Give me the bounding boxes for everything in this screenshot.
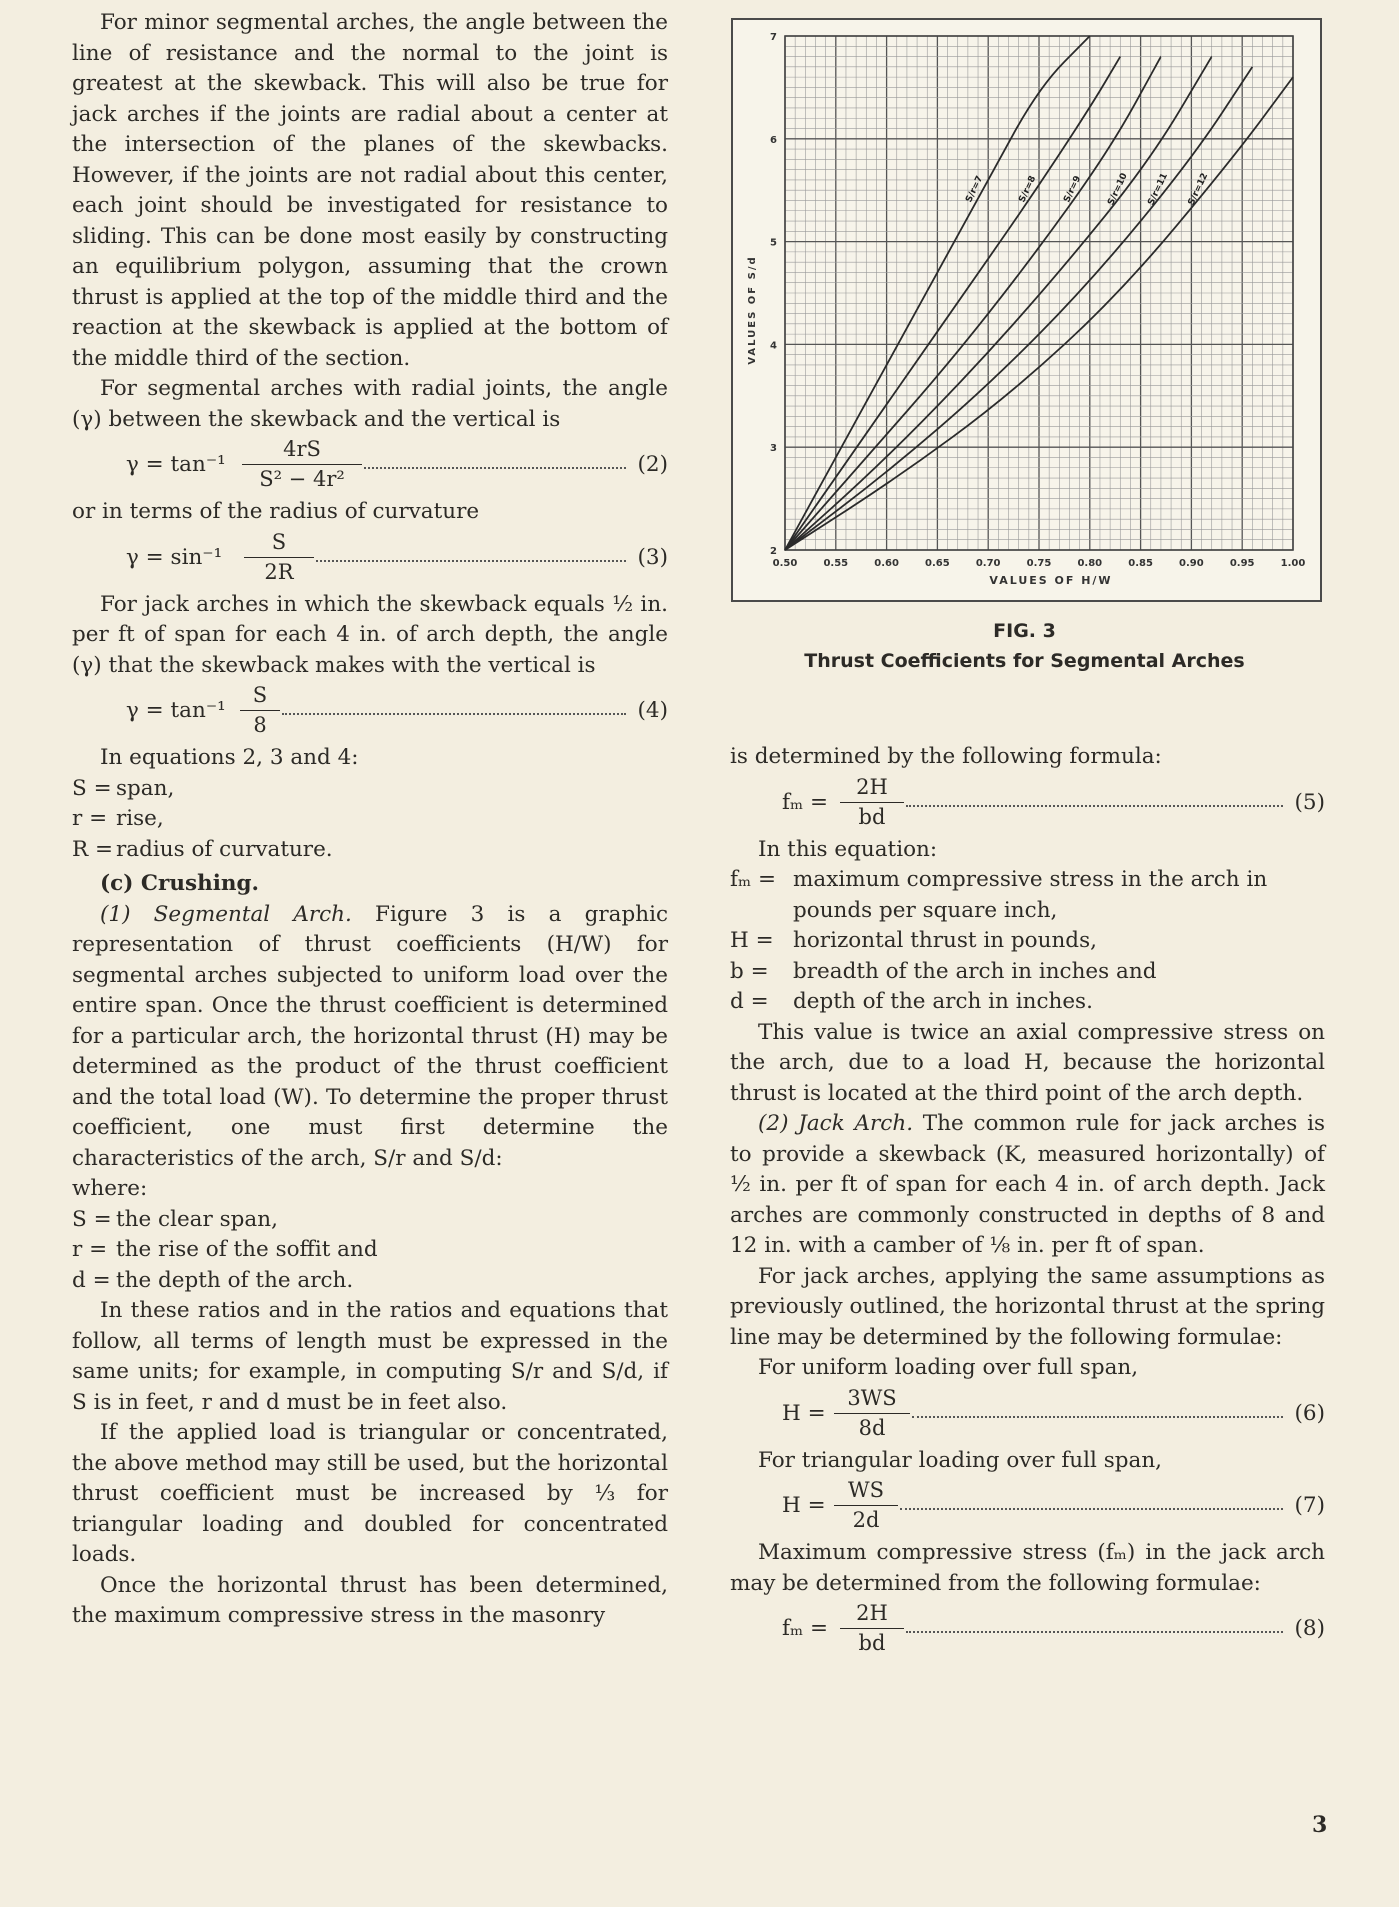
paragraph: or in terms of the radius of curvature (72, 499, 480, 524)
paragraph-label: (2) Jack Arch. (758, 1111, 914, 1136)
paragraph: In these ratios and in the ratios and equations that follow, all terms of length must be expressed in the same units; for example, in computing S/r and S/d, if S is in feet, r and d must be in feet also. (72, 1298, 668, 1415)
equation-number: (5) (1294, 789, 1325, 815)
numerator: S (240, 681, 280, 711)
paragraph: For jack arches, applying the same assumptions as previously outlined, the horizontal thrust at the spring line may be determined by the following formulae: (730, 1263, 1325, 1350)
equation-lhs: γ = sin⁻¹ (126, 544, 223, 570)
fraction (834, 1384, 910, 1443)
equation-number: (4) (637, 698, 668, 723)
x-tick-label: 0.60 (874, 558, 899, 569)
fraction (244, 528, 314, 587)
definition-term: fₘ = (730, 867, 776, 892)
dot-leader (316, 560, 626, 562)
definition-list (72, 1205, 668, 1297)
chart-svg (733, 20, 1320, 600)
denominator: 8d (858, 1415, 886, 1440)
definition-text: breadth of the arch in inches and (793, 958, 1157, 984)
definition-term: r = (72, 806, 108, 831)
definition-item (730, 926, 1325, 957)
section-heading: (c) Crushing. (100, 871, 260, 896)
definition-text: the rise of the soffit and (116, 1237, 378, 1262)
numerator: 2H (840, 773, 904, 803)
definition-term: r = (72, 1237, 108, 1262)
definition-text: span, (116, 775, 175, 801)
y-tick-label: 3 (770, 443, 777, 455)
series-label-text: S/r=10 (1106, 171, 1130, 208)
definition-term: R = (72, 836, 114, 862)
definition-term: H = (730, 928, 774, 953)
paragraph: For minor segmental arches, the angle between the line of resistance and the normal to the joint is greatest at the skewback. This will also be true for jack arches if the joints are radial about a center at the intersection of the planes of the skewbacks. However, if the joints are not radial about this center, each joint should be investigated for resistance to sliding. This can be done most easily by constructing an equilibrium polygon, assuming that the crown thrust is applied at the top of the middle third and the reaction at the skewback is applied at the bottom of the middle third of the section. (72, 10, 668, 371)
x-tick-label: 1.00 (1280, 558, 1306, 569)
equation-6 (730, 1384, 1325, 1446)
paragraph: In this equation: (758, 836, 938, 862)
series-label-text: S/r=11 (1146, 171, 1170, 208)
y-tick-label: 4 (770, 340, 777, 352)
definition-item (730, 865, 1325, 926)
equation-5 (730, 773, 1325, 835)
definition-text: the clear span, (116, 1206, 278, 1232)
paragraph-text: The common rule for jack arches is to provide a skewback (K, measured horizontally) of ½ in. per ft of span for each 4 in. of arch depth. Jack arches are commonly constructed in depths of 8 and 12 in. with a camber of ⅛ in. per ft of span. (730, 1111, 1325, 1258)
thrust-coefficient-chart (731, 18, 1322, 602)
page-number: 3 (1312, 1812, 1328, 1838)
dot-leader (364, 467, 626, 469)
definition-term: d = (72, 1267, 111, 1293)
definition-term: d = (730, 989, 769, 1014)
denominator: bd (858, 1631, 886, 1655)
fraction (240, 681, 280, 740)
definition-item (72, 1205, 668, 1236)
definition-list (72, 774, 668, 866)
x-tick-label: 0.70 (975, 558, 1001, 569)
numerator: S (244, 528, 314, 558)
dot-leader (906, 805, 1283, 807)
equation-3 (72, 528, 668, 590)
equation-number: (3) (637, 544, 668, 570)
paragraph: For uniform loading over full span, (758, 1355, 1139, 1380)
definition-text: the depth of the arch. (116, 1267, 354, 1293)
figure-title: Thrust Coefficients for Segmental Arches (804, 650, 1245, 672)
y-axis-label: VALUES OF S/d (747, 255, 758, 365)
definition-item (72, 774, 668, 805)
paragraph: For jack arches in which the skewback equals ½ in. per ft of span for each 4 in. of arch depth, the angle (γ) that the skewback makes with the vertical is (72, 591, 668, 678)
definition-term: S = (72, 1206, 112, 1232)
definition-item (730, 987, 1325, 1018)
equation-2 (72, 435, 668, 497)
series-label-text: S/r=8 (1017, 174, 1039, 205)
y-tick-label: 2 (770, 546, 777, 557)
definition-text: maximum compressive stress in the arch in pounds per square inch, (793, 867, 1268, 923)
equation-lhs: γ = tan⁻¹ (126, 698, 226, 723)
paragraph: This value is twice an axial compressive stress on the arch, due to a load H, because the horizontal thrust is located at the third point of the arch depth. (730, 1019, 1325, 1106)
fraction (840, 773, 904, 832)
x-tick-label: 0.75 (1026, 558, 1052, 569)
definition-text: depth of the arch in inches. (793, 989, 1093, 1014)
x-axis-label: VALUES OF H/W (989, 574, 1113, 587)
x-tick-label: 0.55 (823, 558, 849, 569)
equation-8 (730, 1599, 1325, 1661)
equation-lhs: fₘ = (782, 1616, 828, 1641)
paragraph: For triangular loading over full span, (758, 1447, 1163, 1473)
numerator: 2H (840, 1599, 904, 1629)
equation-lhs: H = (782, 1400, 826, 1426)
paragraph: is determined by the following formula: (730, 744, 1162, 769)
definition-text: rise, (116, 806, 164, 831)
definition-list (730, 865, 1325, 1018)
y-tick-label: 5 (770, 237, 777, 249)
paragraph: If the applied load is triangular or concentrated, the above method may still be used, but the horizontal thrust coefficient must be increased by ⅓ for triangular loading and doubled for concentrated loads. (72, 1420, 668, 1567)
definition-item (72, 1266, 668, 1297)
dot-leader (906, 1631, 1283, 1633)
definition-item (72, 804, 668, 835)
paragraph (730, 1109, 1325, 1262)
series-label-text: S/r=12 (1186, 171, 1211, 208)
equation-number: (2) (637, 452, 668, 477)
definition-text: horizontal thrust in pounds, (793, 928, 1097, 953)
paragraph: Once the horizontal thrust has been determined, the maximum compressive stress in the masonry (72, 1572, 668, 1628)
numerator: WS (834, 1476, 898, 1506)
chart-grid (785, 36, 1293, 550)
numerator: 4rS (242, 435, 362, 465)
paragraph: where: (72, 1176, 148, 1201)
right-column (730, 742, 1325, 1661)
definition-text: radius of curvature. (116, 836, 333, 862)
denominator: S² − 4r² (259, 467, 345, 491)
definition-item (730, 957, 1325, 988)
denominator: 2d (852, 1508, 880, 1532)
equation-number: (6) (1294, 1400, 1325, 1426)
x-tick-label: 0.80 (1077, 558, 1103, 569)
x-tick-label: 0.85 (1128, 558, 1153, 569)
definition-term: b = (730, 958, 769, 984)
fraction (834, 1476, 898, 1535)
numerator: 3WS (834, 1384, 910, 1414)
definition-item (72, 1235, 668, 1266)
dot-leader (912, 1416, 1283, 1418)
x-tick-label: 0.50 (772, 558, 798, 569)
paragraph-text: Figure 3 is a graphic representation of thrust coefficients (H/W) for segmental arches subjected to uniform load over the entire span. Once the thrust coefficient is determined for a particular arch, the horizontal thrust (H) may be determined as the product of the thrust coefficient and the total load (W). To determine the proper thrust coefficient, one must first determine the characteristics of the arch, S/r and S/d: (72, 901, 668, 1171)
x-tick-label: 0.95 (1229, 558, 1255, 569)
series-label-text: S/r=7 (964, 174, 986, 205)
paragraph: For segmental arches with radial joints, the angle (γ) between the skewback and the vertical is (72, 376, 668, 432)
definition-term: S = (72, 775, 112, 801)
equation-number: (8) (1294, 1616, 1325, 1641)
paragraph (72, 900, 668, 1175)
x-tick-label: 0.65 (925, 558, 950, 569)
series-label-text: S/r=9 (1062, 174, 1084, 205)
equation-4 (72, 681, 668, 743)
y-tick-label: 6 (770, 134, 777, 146)
equation-number: (7) (1294, 1493, 1325, 1518)
denominator: bd (858, 804, 886, 829)
dot-leader (900, 1508, 1283, 1510)
paragraph-label: (1) Segmental Arch. (100, 901, 352, 927)
y-tick-label: 7 (770, 32, 777, 43)
definition-item (72, 835, 668, 866)
x-tick-label: 0.90 (1179, 558, 1204, 569)
denominator: 2R (264, 559, 294, 584)
equation-7 (730, 1476, 1325, 1538)
dot-leader (282, 713, 626, 715)
denominator: 8 (253, 713, 267, 737)
figure-label: FIG. 3 (993, 620, 1056, 642)
equation-lhs: fₘ = (782, 789, 828, 815)
equation-lhs: H = (782, 1493, 826, 1518)
figure-caption (731, 616, 1318, 676)
equation-lhs: γ = tan⁻¹ (126, 452, 226, 477)
fraction (840, 1599, 904, 1658)
paragraph: In equations 2, 3 and 4: (100, 745, 359, 770)
fraction (242, 435, 362, 494)
paragraph: Maximum compressive stress (fₘ) in the jack arch may be determined from the following formulae: (730, 1540, 1325, 1596)
left-column (72, 8, 668, 1632)
